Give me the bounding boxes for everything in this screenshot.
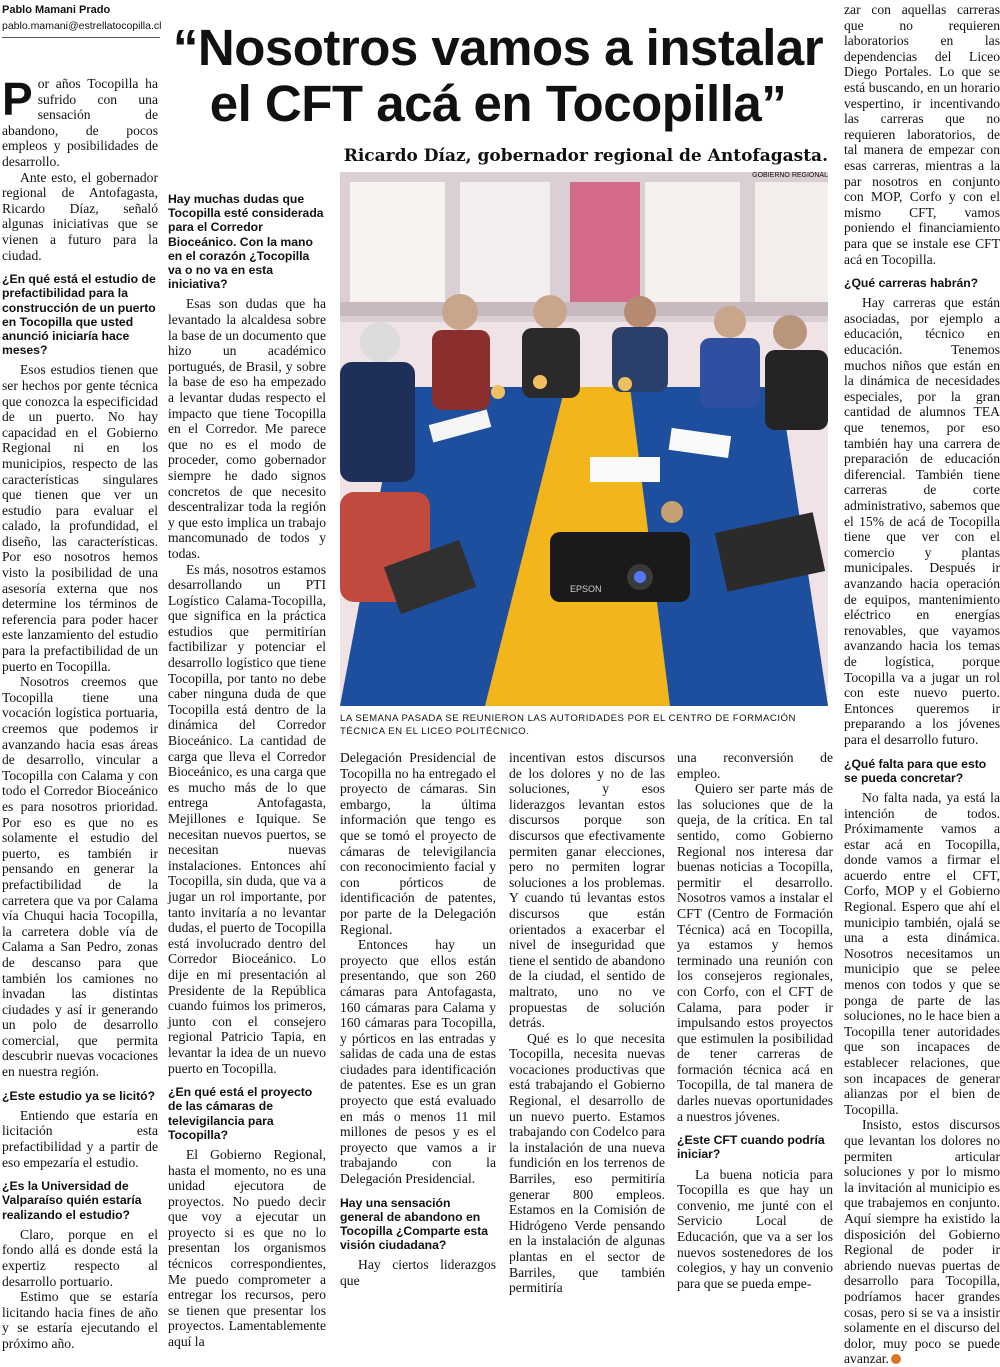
author-email: pablo.mamani@estrellatocopilla.cl [2,20,162,32]
subtitle: Ricardo Díaz, gobernador regional de Antofagasta. [343,146,828,166]
paragraph: Entonces hay un proyecto que ellos están presentando, que son 260 cámaras para Antofagasta, 160 cámaras para Calama y 160 cámaras para Tocopilla, y pórticos en las entradas y salidas de cada una de estas ciudades para identificación de patentes. Ese es un gran proyecto que está evaluado en más o menos 11 mil millones de pesos y es el proyecto que vamos a ir trabajando con la Delegación Presidencial. [340,937,496,1187]
author-name: Pablo Mamani Prado [2,4,111,16]
question-heading: ¿Qué falta para que esto se pueda concretar? [844,756,987,785]
article-column-1 [2,73,158,1351]
article-column-5 [677,750,833,1291]
projector-brand: EPSON [570,584,602,594]
question-heading: ¿En qué está el estudio de prefactibilidad para la construcción de un puerto en Tocopilla que usted anunció iniciaría hace meses? [2,272,156,358]
meeting-photo [340,172,828,706]
article-column-4 [509,750,665,1296]
paragraph: Hay carreras que están asociadas, por ejemplo a educación, técnico en educación. Tenemos muchos niños que están en la dinámica de necesidades especiales, por la gran cantidad de alumnos TEA que tenemos, por eso también hay una carrera de preparación de educación diferencial. También tiene carreras de corte administrativo, sabemos que el 15% de acá de Tocopilla tiene que ver con el comercio y plantas municipales. Después ir avanzando hacia operación de equipos, mantenimiento eléctrico en energías renovables, que vayamos avanzando hacia los temas de logística, porque Tocopilla va a jugar un rol con este nuevo puerto. Entonces queremos ir preparando a los jóvenes para el desarrollo futuro. [844,295,1000,747]
projector [550,532,690,602]
article-column-6 [844,2,1000,1367]
question-heading: ¿Qué carreras habrán? [844,276,979,291]
article-column-3 [340,750,496,1289]
paragraph: Claro, porque en el fondo allá es donde está la expertiz respecto al desarrollo portuario. [2,1226,158,1289]
paragraph: Qué es lo que necesita Tocopilla, necesita nuevas vocaciones productivas que está trabajando el Gobierno Regional, el desarrollo de un nuevo puerto. Estamos trabajando con Codelco para la instalación de una nueva fundición en los terrenos de Barriles, eso permitiría generar 800 empleos. Estamos en la Comisión de Hidrógeno Verde pensando en la instalación de algunas plantas en el sector de Barriles, que también permitiría [509,1030,665,1296]
paragraph: Insisto, estos discursos que levantan los dolores no permiten articular soluciones y por lo mismo la invitación al municipio es que trabajemos en conjunto. Aquí siempre ha existido la disposición del Gobierno Regional de poder ir abriendo nuevas puertas de desarrollo para Tocopilla, podríamos hacer grandes cosas, pero si se va a insistir solamente en el discurso del dolor, muy poco se puede avanzar. [844,1117,1000,1367]
question-heading: Hay una sensación general de abandono en Tocopilla ¿Comparte esta visión ciudadana? [340,1195,489,1253]
photo-credit: GOBIERNO REGIONAL [752,172,828,179]
question-heading: Hay muchas dudas que Tocopilla esté considerada para el Corredor Bioceánico. Con la mano en el corazón ¿Tocopilla va o no va en esta iniciativa? [168,192,324,292]
paragraph: or años Tocopilla ha sufrido con una sensación de abandono, de pocos empleos y posibilidades de desarrollo. [2,76,158,169]
paragraph: Entiendo que estaría en licitación esta prefactibilidad y a partir de eso empezaría el estudio. [2,1107,158,1170]
paragraph: incentivan estos discursos de los dolores y no de las soluciones, y esos liderazgos levantan estos discursos porque son discursos que efectivamente permiten ganar elecciones, pero no permiten lograr soluciones a los problemas. Y cuando tú levantas estos discursos que están orientados a exacerbar el nivel de inseguridad que tiene el sentido de abandono de la ciudad, el sentido de maltrato, uno no ve propuestas de solución detrás. [509,750,665,1031]
photo-caption: LA SEMANA PASADA SE REUNIERON LAS AUTORIDADES POR EL CENTRO DE FORMACIÓN TÉCNICA EN EL LICEO POLITÉCNICO. [340,713,796,737]
paragraph: Esos estudios tienen que ser hechos por gente técnica que conozca la especificidad de un puerto. No hay capacidad en el Gobierno Regional ni en los municipios, respecto de las características singulares que tienen que ver un estudio para evaluar el calado, la profundidad, el diseño, las características. Por eso nosotros hemos visto la posibilidad de una asesoría externa que nos determine los términos de referencia para poder hacer este lanzamiento del estudio para la prefactibilidad de un puerto en Tocopilla. [2,362,158,674]
end-mark-icon [891,1354,901,1364]
paragraph: zar con aquellas carreras que no requieren laboratorios en las dependencias del Liceo Diego Portales. Lo que se está buscando, en un horario vespertino, ir incentivando las carreras que no requieren laboratorios, de tal manera de empezar con esas carreras, mientras a la par nosotros en conjunto con MOP, Corfo y con el mismo CFT, vamos poniendo el financiamiento para que se instale ese CFT acá en Tocopilla. [844,2,1000,267]
paragraph: Delegación Presidencial de Tocopilla no ha entregado el proyecto de cámaras. Sin embargo, la última información que tengo es que se tomó el proyecto de cámaras de televigilancia con reconocimiento facial y con pórticos de identificación de patentes, por parte de la Delegación Regional. [340,750,496,937]
question-heading: ¿Este estudio ya se licitó? [2,1088,156,1103]
paragraph: La buena noticia para Tocopilla es que hay un convenio, me junté con el Servicio Local de Educación, que va a ser los nuevos sostenedores de los colegios, y hay un convenio para que se pueda empe- [677,1166,833,1291]
paragraph: Hay ciertos liderazgos que [340,1257,496,1289]
paragraph: una reconversión de empleo. [677,750,833,781]
paragraph: Esas son dudas que ha levantado la alcaldesa sobre la base de un documento que hizo un académico portugués, de Brasil, y sobre la base de eso ha empezado a levantar dudas respecto el impacto que tiene Tocopilla en el Corredor. Me parece que no es el modo de proceder, como gobernador siempre he dado signos concretos de que necesito descentralizar toda la región y que esto implica un trabajo mancomunado de todos y todas. [168,296,326,561]
question-heading: ¿En qué está el proyecto de las cámaras de televigilancia para Tocopilla? [168,1085,313,1142]
paragraph: El Gobierno Regional, hasta el momento, no es una unidad ejecutora de proyectos. No puedo decir que voy a ejecutar un proyecto si es que no lo presentan los organismos técnicos correspondientes, Me puedo comprometer a entregar los recursos, pero se tienen que presentar los proyectos. Lamentablemente aquí la [168,1146,326,1350]
paragraph: Ante esto, el gobernador regional de Antofagasta, Ricardo Díaz, señaló algunas iniciativas que se vienen a futuro para la ciudad. [2,169,158,263]
drop-cap: P [2,73,33,125]
paragraph: Quiero ser parte más de las soluciones que de la queja, de la crítica. En tal sentido, como Gobierno Regional nos interesa dar buenas noticias a Tocopilla, permitir el desarrollo. Nosotros vamos a instalar el CFT (Centro de Formación Técnica) acá en Tocopilla, ya estamos y hemos terminado una reunión con los consejeros regionales, con Corfo, con el CFT de Calama, para poder ir impulsando estos proyectos que estimulen la posibilidad de tener carreras de formación técnica acá en Tocopilla, de tal manera de darles nuevas oportunidades a nuestros jóvenes. [677,781,833,1124]
paragraph: Es más, nosotros estamos desarrollando un PTI Logístico Calama-Tocopilla, que significa en la práctica estudios que permitirían factibilizar y potenciar el desarrollo logístico que tiene Tocopilla, por tanto no debe caber ninguna duda de que Tocopilla está dentro de la dinámica del Corredor Bioceánico. La cantidad de carga que lleva el Corredor Bioceánico, es una carga que es mucho más de lo que entrega Antofagasta, Mejillones e Iquique. Se necesitan nuevos puertos, se necesitan nuevas instalaciones. Entonces ahí Tocopilla, sin duda, que va a jugar un rol importante, por tanto invitaría a no levantar dudas, el puerto de Tocopilla está involucrado dentro del Corredor Bioceánico. Lo dije en mi presentación al Presidente de la República cuando fuimos los primeros, junto con el consejero regional Patricio Tapia, en levantar la idea de un nuevo puerto en Tocopilla. [168,561,326,1076]
paragraph: No falta nada, ya está la intención de todos. Próximamente vamos a estar acá en Tocopilla, donde vamos a firmar el acuerdo entre el CFT, Corfo, MOP y el Gobierno Regional. Espero que ahí el municipio también, ojalá se una a esta dinámica. Nosotros necesitamos un municipio que se pelee menos con todos y que se ponga de parte de las soluciones, no le hace bien a Tocopilla tener autoridades que son incapaces de establecer relaciones, que son incapaces de generar alianzas por el bien de Tocopilla. [844,789,1000,1117]
paragraph: Estimo que se estaría licitando hacia fines de año y se estaría ejecutando el próximo año. [2,1289,158,1351]
headline: “Nosotros vamos a instalar el CFT acá en Tocopilla” [172,19,824,132]
article-column-2 [168,183,326,1350]
paragraph: Nosotros creemos que Tocopilla tiene una vocación logística portuaria, creemos que podemos ir avanzando hacia esas áreas de desarrollo, vincular a Tocopilla con Calama y con todo el Corredor Bioceánico es para nosotros prioridad. Por eso es que no es solamente el estudio del puerto, es también ir pensando en generar la prefactibilidad de la carretera que va por Calama vía Chuqui hacia Tocopilla, la carretera doble vía de Calama a San Pedro, zonas de descanso para que también los camiones no invadan las distintas ciudades y así ir generando un polo de desarrollo comercial, que permita descubrir nuevas vocaciones en nuestra región. [2,674,158,1080]
question-heading: ¿Este CFT cuando podría iniciar? [677,1133,825,1162]
byline-divider [2,37,160,38]
question-heading: ¿Es la Universidad de Valparaíso quién estaría realizando el estudio? [2,1179,142,1222]
